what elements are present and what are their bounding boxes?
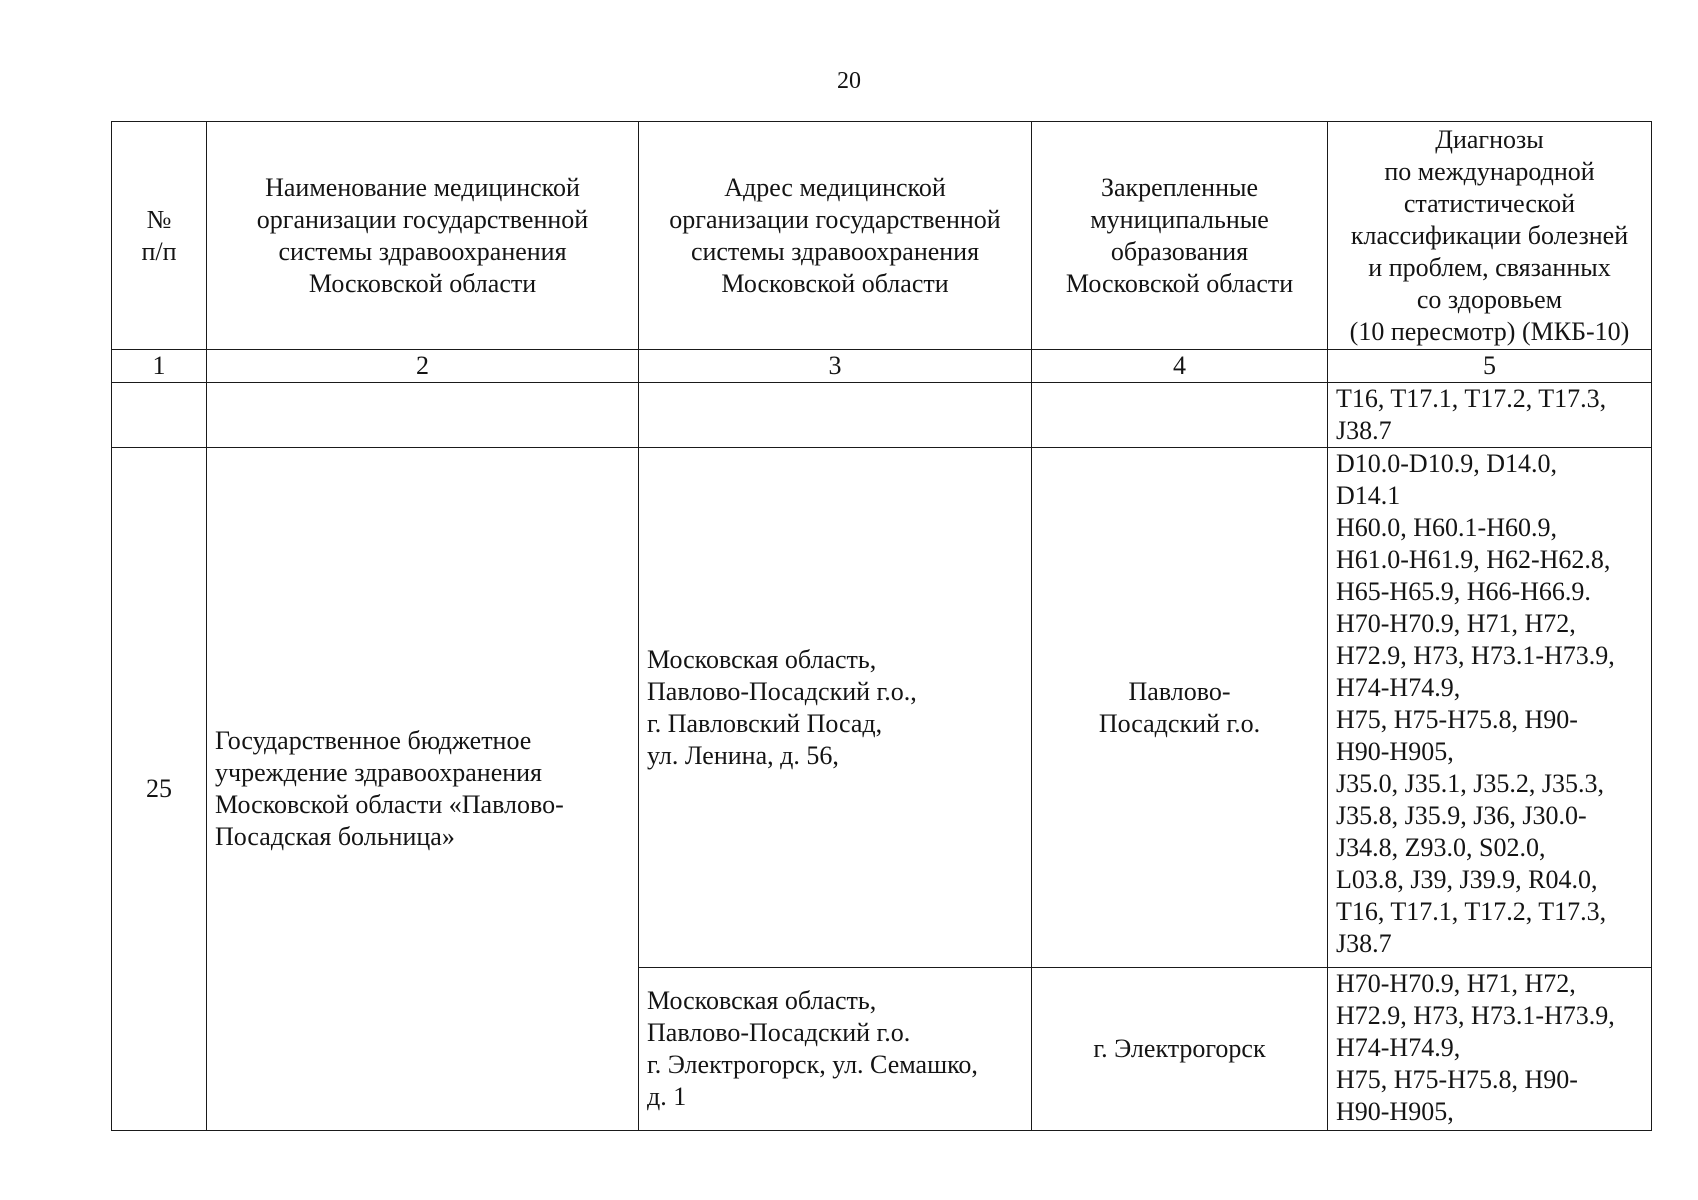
header-diagnoses: Диагнозы по международной статистической классификации болезней и проблем, связанных со здоровьем (10 пересмотр) (МКБ-10) (1328, 122, 1652, 350)
diagnoses-list: H70-H70.9, H71, H72, H72.9, H73, H73.1-H73.9, H74-H74.9, H75, H75-H75.8, H90- H90-H905, (1328, 968, 1652, 1131)
column-number: 4 (1032, 350, 1328, 383)
table-header-row (112, 122, 1652, 350)
column-number: 3 (639, 350, 1032, 383)
empty-cell (112, 383, 207, 448)
column-number: 1 (112, 350, 207, 383)
medical-organizations-table (111, 121, 1652, 1131)
table-row (112, 448, 1652, 968)
column-number-row (112, 350, 1652, 383)
continuation-row (112, 383, 1652, 448)
empty-cell (639, 383, 1032, 448)
organization-address: Московская область, Павлово-Посадский г.о., г. Павловский Посад, ул. Ленина, д. 56, (639, 448, 1032, 968)
column-number: 2 (207, 350, 639, 383)
header-number: № п/п (112, 122, 207, 350)
municipality: г. Электрогорск (1032, 968, 1328, 1131)
header-organization-name: Наименование медицинской организации государственной системы здравоохранения Московской области (207, 122, 639, 350)
empty-cell (1032, 383, 1328, 448)
page-number: 20 (837, 68, 861, 94)
header-municipalities: Закрепленные муниципальные образования Московской области (1032, 122, 1328, 350)
municipality: Павлово- Посадский г.о. (1032, 448, 1328, 968)
continuation-diagnoses: T16, T17.1, T17.2, T17.3, J38.7 (1328, 383, 1652, 448)
empty-cell (207, 383, 639, 448)
header-organization-address: Адрес медицинской организации государственной системы здравоохранения Московской области (639, 122, 1032, 350)
organization-address: Московская область, Павлово-Посадский г.о. г. Электрогорск, ул. Семашко, д. 1 (639, 968, 1032, 1131)
diagnoses-list: D10.0-D10.9, D14.0, D14.1 H60.0, H60.1-H60.9, H61.0-H61.9, H62-H62.8, H65-H65.9, H66-H66.9. H70-H70.9, H71, H72, H72.9, H73, H73.1-H73.9, H74-H74.9, H75, H75-H75.8, H90- H90-H905, J35.0, J35.1, J35.2, J35.3, J35.8, J35.9, J36, J30.0- J34.8, Z93.0, S02.0, L03.8, J39, J39.9, R04.0, T16, T17.1, T17.2, T17.3, J38.7 (1328, 448, 1652, 968)
column-number: 5 (1328, 350, 1652, 383)
entry-number: 25 (112, 448, 207, 1131)
organization-name: Государственное бюджетное учреждение здравоохранения Московской области «Павлово- Посадская больница» (207, 448, 639, 1131)
